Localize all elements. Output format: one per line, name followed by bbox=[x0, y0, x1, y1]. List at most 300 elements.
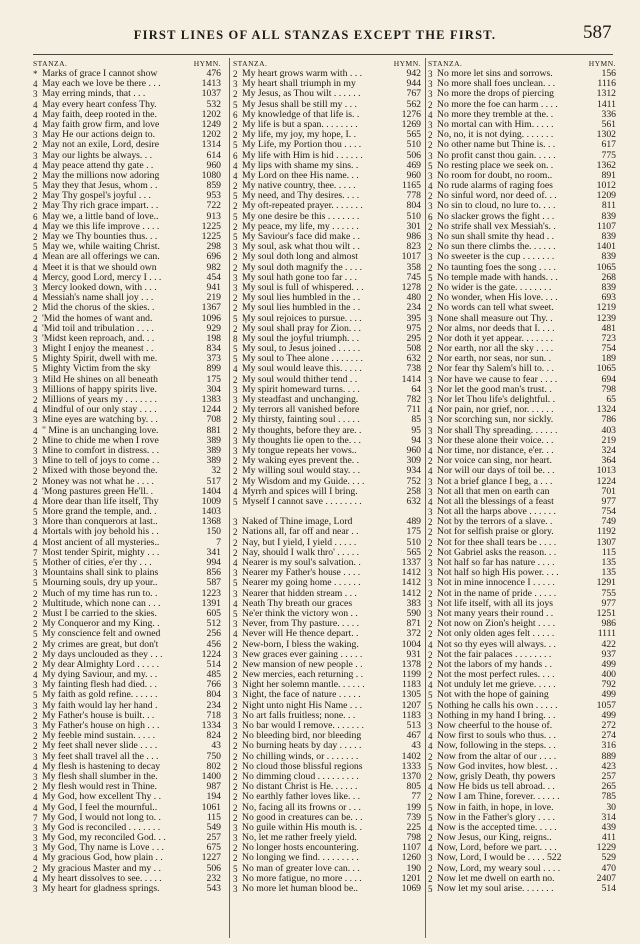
stanza-number: 4 bbox=[33, 221, 38, 232]
stanza-number: 3 bbox=[428, 435, 433, 446]
stanza-number: 3 bbox=[428, 486, 433, 497]
hymn-number: 1337 bbox=[401, 557, 421, 568]
first-line: My oft-repeated prayer. . . . . . . bbox=[242, 201, 363, 212]
first-line: May Thy gospel's joyful . . . bbox=[42, 191, 151, 202]
first-line: May our lights be always. . . bbox=[42, 150, 153, 161]
first-line: Mine to tell of joys to come . . bbox=[42, 456, 160, 467]
stanza-number: 4 bbox=[33, 272, 38, 283]
hymn-number: 543 bbox=[206, 883, 221, 894]
stanza-number: 4 bbox=[233, 170, 238, 181]
hymn-number: 1251 bbox=[596, 607, 616, 619]
first-line: My faith would lay her hand . bbox=[42, 700, 158, 711]
hymn-number: 701 bbox=[601, 485, 616, 497]
first-line: My Conqueror and my King. . bbox=[42, 619, 160, 630]
stanza-number: 3 bbox=[33, 517, 38, 528]
stanza-label: STANZA. bbox=[33, 59, 68, 68]
index-entry bbox=[428, 252, 616, 262]
first-line: My soul lies humbled in the . . bbox=[242, 303, 361, 314]
index-entry bbox=[428, 293, 616, 303]
index-entry bbox=[233, 181, 421, 191]
index-entry bbox=[33, 120, 221, 130]
hymn-number: 256 bbox=[206, 628, 221, 640]
first-line: Not many years their round . . bbox=[437, 608, 554, 619]
stanza-number: 5 bbox=[33, 558, 38, 568]
hymn-number: 834 bbox=[206, 343, 221, 355]
hymn-number: 499 bbox=[601, 658, 616, 670]
stanza-number: 3 bbox=[33, 282, 38, 293]
hymn-number: 1201 bbox=[401, 872, 421, 884]
first-line: Night unto night His Name . . . bbox=[242, 700, 363, 711]
index-entry bbox=[428, 415, 616, 425]
index-entry bbox=[233, 690, 421, 700]
hymn-number: 1278 bbox=[401, 281, 421, 293]
hymn-number: 225 bbox=[406, 821, 421, 833]
index-entry bbox=[428, 212, 616, 222]
first-line: No strife shall vex Messiah's. . bbox=[437, 221, 556, 232]
hymn-number: 1224 bbox=[201, 648, 221, 660]
stanza-number: 4 bbox=[428, 680, 433, 691]
hymn-number: 454 bbox=[206, 271, 221, 283]
stanza-number: 5 bbox=[33, 242, 38, 253]
hymn-number: 859 bbox=[206, 180, 221, 192]
index-entry bbox=[428, 803, 616, 813]
index-entry bbox=[428, 578, 616, 588]
index-entry bbox=[428, 334, 616, 344]
first-line: My God is reconciled . . . . . . . bbox=[42, 822, 161, 833]
index-entry bbox=[233, 721, 421, 731]
hymn-number: 1383 bbox=[201, 394, 221, 405]
index-entry bbox=[33, 273, 221, 283]
hymn-number: 711 bbox=[406, 404, 421, 416]
hymn-number: 839 bbox=[601, 210, 616, 222]
hymn-number: 489 bbox=[406, 516, 421, 528]
first-line: Ne'er think the victory won . . bbox=[242, 608, 358, 619]
hymn-number: 423 bbox=[601, 760, 616, 772]
index-entry bbox=[428, 853, 616, 863]
index-entry bbox=[33, 568, 221, 578]
index-entry bbox=[428, 263, 616, 273]
hymn-number: 745 bbox=[406, 271, 421, 283]
hymn-number: 899 bbox=[206, 363, 221, 375]
stanza-number: 2 bbox=[428, 99, 433, 110]
first-line: Neath Thy breath our graces bbox=[242, 598, 353, 609]
stanza-number: 3 bbox=[33, 751, 38, 762]
index-entry bbox=[33, 538, 221, 548]
hymn-number: 1312 bbox=[596, 88, 616, 100]
index-entry bbox=[428, 843, 616, 853]
hymn-number: 811 bbox=[601, 200, 616, 212]
hymn-number: 1305 bbox=[401, 689, 421, 701]
stanza-number: 2 bbox=[428, 873, 433, 884]
stanza-number: 2 bbox=[428, 771, 433, 782]
stanza-number: 4 bbox=[33, 119, 38, 130]
first-line: May each we love be there . . . bbox=[42, 79, 161, 90]
hymn-number: 937 bbox=[601, 648, 616, 660]
stanza-number: 4 bbox=[33, 527, 38, 538]
first-line: My God, how excellent Thy . . bbox=[42, 792, 162, 803]
hymn-number: 1107 bbox=[596, 220, 616, 232]
index-entry bbox=[33, 548, 221, 558]
hymn-number: 792 bbox=[601, 679, 616, 691]
header-rule bbox=[33, 54, 613, 55]
stanza-number: 2 bbox=[428, 303, 433, 314]
first-line: Now, Lord, my weary soul . . . . bbox=[437, 863, 561, 874]
first-line: Not for selfish praise or glory. bbox=[437, 527, 554, 538]
hymn-number: 786 bbox=[601, 414, 616, 426]
hymn-number: 64 bbox=[411, 383, 421, 395]
stanza-number: 2 bbox=[233, 293, 238, 304]
first-line: Marks of grace I cannot show bbox=[42, 69, 158, 79]
first-line: No more let human blood be.. bbox=[242, 884, 358, 894]
hymn-number: 400 bbox=[601, 669, 616, 681]
hymn-number: 1225 bbox=[201, 231, 221, 242]
first-line: Nor time, nor distance, e'er. . . bbox=[437, 445, 554, 456]
stanza-number: 3 bbox=[33, 700, 38, 711]
index-entry bbox=[428, 741, 616, 751]
first-line: Night, the face of nature . . . . . bbox=[242, 690, 361, 701]
hymn-number: 341 bbox=[206, 546, 221, 558]
index-entry bbox=[233, 487, 421, 497]
stanza-number: 4 bbox=[33, 323, 38, 334]
hymn-number: 1207 bbox=[401, 699, 421, 711]
hymn-number: 1183 bbox=[401, 709, 421, 721]
first-line: Mighty Victim from the sky bbox=[42, 364, 151, 375]
first-line: No sun shall smite thy head . . bbox=[437, 232, 555, 242]
index-entry bbox=[33, 324, 221, 334]
index-entry bbox=[428, 232, 616, 242]
index-entry bbox=[233, 191, 421, 201]
index-entry bbox=[233, 538, 421, 548]
stanza-number: 2 bbox=[233, 262, 238, 273]
index-entry bbox=[33, 609, 221, 619]
index-entry bbox=[428, 426, 616, 436]
stanza-number: 8 bbox=[233, 333, 238, 344]
stanza-number: 5 bbox=[428, 690, 433, 701]
index-entry bbox=[233, 884, 421, 894]
hymn-number: 839 bbox=[601, 281, 616, 293]
stanza-number: 2 bbox=[233, 476, 238, 487]
hymn-number: 324 bbox=[601, 444, 616, 456]
hymn-number: 562 bbox=[406, 98, 421, 110]
hymn-number: 754 bbox=[601, 343, 616, 355]
first-line: No burning heats by day . . . . . bbox=[242, 741, 362, 752]
index-entry bbox=[33, 680, 221, 690]
index-entry bbox=[428, 823, 616, 833]
column-divider bbox=[425, 58, 426, 938]
hymn-number: 514 bbox=[601, 883, 616, 894]
index-entry bbox=[33, 792, 221, 802]
hymn-number: 823 bbox=[406, 241, 421, 253]
first-line: No, no, it is not dying. . . . . . . bbox=[437, 130, 554, 141]
first-line: Now let me dwell on earth no. bbox=[437, 873, 555, 884]
index-entry bbox=[428, 242, 616, 252]
stanza-number: 2 bbox=[33, 303, 38, 314]
first-line: Not so thy eyes will always. . . bbox=[437, 639, 556, 650]
page-heading: FIRST LINES OF ALL STANZAS EXCEPT THE FIRST. bbox=[133, 28, 497, 42]
index-entry bbox=[33, 354, 221, 364]
first-line: Mine to comfort in distress. . . bbox=[42, 445, 160, 456]
hymn-number: 766 bbox=[206, 679, 221, 691]
hymn-number: 1402 bbox=[401, 750, 421, 762]
hymn-number: 1324 bbox=[596, 404, 616, 416]
hymn-number: 389 bbox=[206, 444, 221, 456]
first-line: My soul, ask what thou wilt . . bbox=[242, 242, 360, 253]
index-entry bbox=[428, 589, 616, 599]
hymn-number: 336 bbox=[601, 108, 616, 120]
stanza-number: 3 bbox=[233, 588, 238, 599]
index-entry bbox=[233, 792, 421, 802]
index-entry bbox=[428, 120, 616, 130]
stanza-number: 2 bbox=[233, 537, 238, 548]
first-line: Nearer my Father's house . . . . bbox=[242, 568, 361, 579]
first-line: My soul doth long and almost bbox=[242, 252, 358, 263]
index-entry bbox=[33, 466, 221, 476]
first-line: No wider is the gate. . . . . . . . bbox=[437, 282, 552, 293]
stanza-number: 5 bbox=[33, 364, 38, 375]
first-line: Mixed with those beyond the. bbox=[42, 466, 158, 477]
index-entry bbox=[233, 242, 421, 252]
stanza-number: 3 bbox=[33, 822, 38, 833]
stanza-number: 2 bbox=[428, 344, 433, 355]
index-entry bbox=[428, 558, 616, 568]
index-entry bbox=[33, 89, 221, 99]
index-entry bbox=[233, 69, 421, 79]
stanza-number: 3 bbox=[233, 721, 238, 731]
index-entry bbox=[33, 782, 221, 792]
index-entry bbox=[428, 89, 616, 99]
first-line: Nay, but I yield, I yield . . . . . bbox=[242, 537, 357, 548]
index-entry bbox=[233, 599, 421, 609]
index-entry bbox=[428, 344, 616, 354]
stanza-number: 4 bbox=[233, 629, 238, 640]
stanza-number: 2 bbox=[33, 731, 38, 742]
stanza-number: 3 bbox=[33, 89, 38, 100]
hymn-number: 941 bbox=[206, 281, 221, 293]
index-entry bbox=[33, 517, 221, 527]
index-entry bbox=[233, 558, 421, 568]
stanza-number: 3 bbox=[233, 884, 238, 894]
stanza-number: 2 bbox=[233, 221, 238, 232]
stanza-number: 6 bbox=[233, 150, 238, 161]
stanza-number: 4 bbox=[33, 670, 38, 681]
stanza-number: 2 bbox=[428, 588, 433, 599]
hymn-number: 1391 bbox=[201, 597, 221, 609]
first-line: My flesh is hastening to decay bbox=[42, 761, 161, 772]
first-line: No chilling winds, or . . . . . . . bbox=[242, 751, 359, 762]
index-entry bbox=[233, 415, 421, 425]
hymn-number: 43 bbox=[211, 740, 221, 752]
first-line: Not half so high His power. . . . bbox=[437, 568, 559, 579]
stanza-number: 2 bbox=[233, 181, 238, 192]
first-line: May we Thy bounties thus. . . bbox=[42, 232, 158, 242]
stanza-number: 2 bbox=[428, 619, 433, 630]
index-entry bbox=[233, 222, 421, 232]
hymn-number: 358 bbox=[406, 261, 421, 273]
stanza-number: 2 bbox=[233, 69, 238, 79]
index-entry bbox=[33, 823, 221, 833]
stanza-number: 5 bbox=[233, 140, 238, 151]
stanza-number: 3 bbox=[233, 710, 238, 721]
stanza-number: 2 bbox=[233, 843, 238, 854]
stanza-number: 3 bbox=[33, 130, 38, 141]
first-line: My soul hath gone too far . . . bbox=[242, 272, 357, 283]
stanza-number: 7 bbox=[33, 812, 38, 823]
index-entry bbox=[428, 874, 616, 884]
stanza-number: 3 bbox=[33, 374, 38, 385]
hymn-number: 316 bbox=[601, 740, 616, 752]
first-line: Multitude, which none can . . . bbox=[42, 598, 161, 609]
index-entry bbox=[233, 517, 421, 527]
stanza-number: 2 bbox=[233, 415, 238, 426]
stanza-number: 2 bbox=[428, 333, 433, 344]
first-line: No sin to cloud, no lure to. . . . bbox=[437, 201, 556, 212]
index-entry bbox=[428, 405, 616, 415]
hymn-number: 1291 bbox=[596, 577, 616, 589]
index-entry bbox=[33, 436, 221, 446]
stanza-number: 3 bbox=[428, 578, 433, 589]
first-line: Not by the terrors of a slave. . bbox=[437, 517, 553, 528]
stanza-number: 5 bbox=[428, 272, 433, 283]
stanza-number: 2 bbox=[233, 303, 238, 314]
hymn-number: 517 bbox=[206, 475, 221, 487]
index-entry bbox=[233, 752, 421, 762]
first-line: Nor fear thy Salem's hill to. . . bbox=[437, 364, 554, 375]
hymn-number: 708 bbox=[206, 414, 221, 426]
first-line: Not in the name of pride . . . . . bbox=[437, 588, 557, 599]
index-entry bbox=[428, 619, 616, 629]
stanza-number: 2 bbox=[428, 670, 433, 681]
stanza-number: 2 bbox=[233, 761, 238, 772]
hymn-number: 549 bbox=[206, 821, 221, 833]
first-line: No distant Christ is He. . . . . . bbox=[242, 782, 358, 793]
first-line: Mean are all offerings we can. bbox=[42, 252, 160, 263]
first-line: My flesh would rest in Thine. bbox=[42, 782, 157, 793]
stanza-number: 3 bbox=[33, 721, 38, 731]
stanza-number: 5 bbox=[428, 160, 433, 171]
hymn-number: 1111 bbox=[597, 628, 616, 640]
hymn-number: 395 bbox=[406, 312, 421, 324]
stanza-number: 4 bbox=[233, 160, 238, 171]
stanza-number: 3 bbox=[428, 568, 433, 579]
first-line: No room for doubt, no room.. bbox=[437, 170, 553, 181]
stanza-number: 2 bbox=[428, 659, 433, 670]
stanza-number: 4 bbox=[33, 792, 38, 803]
index-entry bbox=[33, 314, 221, 324]
stanza-number: 5 bbox=[233, 354, 238, 365]
first-line: No, facing all its frowns or . . . bbox=[242, 802, 361, 813]
first-line: Not the labors of my hands . . bbox=[437, 659, 552, 670]
index-entry bbox=[428, 527, 616, 537]
stanza-number: 2 bbox=[33, 598, 38, 609]
hymn-number: 1370 bbox=[401, 770, 421, 782]
index-entry bbox=[33, 100, 221, 110]
index-entry bbox=[428, 497, 616, 507]
hymn-number: 43 bbox=[411, 740, 421, 752]
first-line: Not life itself, with all its joys bbox=[437, 598, 553, 609]
index-entry bbox=[428, 731, 616, 741]
hymn-number: 775 bbox=[601, 149, 616, 161]
first-line: No mortal can with Him. . . . . bbox=[437, 119, 554, 130]
stanza-number: 5 bbox=[33, 629, 38, 640]
stanza-number: 4 bbox=[33, 496, 38, 507]
stanza-number: 2 bbox=[233, 201, 238, 212]
hymn-number: 977 bbox=[601, 597, 616, 609]
stanza-number: 5 bbox=[428, 700, 433, 711]
hymn-number: 1065 bbox=[596, 261, 616, 273]
hymn-number: 994 bbox=[206, 557, 221, 568]
stanza-number: 4 bbox=[33, 761, 38, 772]
hymn-number: 824 bbox=[206, 730, 221, 742]
stanza-number: 5 bbox=[233, 863, 238, 874]
index-entry bbox=[428, 181, 616, 191]
stanza-number: 2 bbox=[428, 863, 433, 874]
first-line: My need, and Thy desires. . . . bbox=[242, 191, 360, 202]
first-line: Now is the accepted time. . . . . bbox=[437, 822, 557, 833]
index-entry bbox=[233, 426, 421, 436]
stanza-number: 2 bbox=[233, 639, 238, 650]
hymn-number: 986 bbox=[406, 231, 421, 242]
index-entry bbox=[33, 446, 221, 456]
stanza-number: 3 bbox=[233, 619, 238, 630]
stanza-number: 3 bbox=[428, 608, 433, 619]
stanza-number: 2 bbox=[233, 527, 238, 538]
index-entry bbox=[33, 293, 221, 303]
first-line: Nearer is my soul's salvation. . bbox=[242, 558, 361, 568]
stanza-number: 4 bbox=[428, 405, 433, 416]
hymn-number: 506 bbox=[406, 149, 421, 161]
index-entry bbox=[33, 803, 221, 813]
hymn-number: 1260 bbox=[401, 852, 421, 864]
stanza-number: 2 bbox=[233, 659, 238, 670]
index-entry bbox=[428, 466, 616, 476]
stanza-number: 4 bbox=[33, 109, 38, 120]
stanza-number: 4 bbox=[428, 731, 433, 742]
first-line: May faith, deep rooted in the. bbox=[42, 109, 157, 120]
hymn-number: 219 bbox=[601, 434, 616, 446]
stanza-number: 3 bbox=[233, 690, 238, 701]
first-line: 'Mid toil and tribulation . . . . bbox=[42, 323, 154, 334]
index-entry bbox=[33, 772, 221, 782]
first-line: May Thy rich grace impart. . . bbox=[42, 201, 159, 212]
stanza-number: 2 bbox=[33, 863, 38, 874]
index-entry bbox=[428, 813, 616, 823]
index-entry bbox=[233, 171, 421, 181]
stanza-number: 3 bbox=[233, 79, 238, 90]
first-line: My feet shall never slide . . . . bbox=[42, 741, 158, 752]
index-entry bbox=[428, 680, 616, 690]
hymn-number: 1249 bbox=[201, 118, 221, 130]
index-entry bbox=[33, 212, 221, 222]
index-entry bbox=[233, 833, 421, 843]
hymn-number: 871 bbox=[406, 618, 421, 630]
index-entry bbox=[233, 711, 421, 721]
hymn-number: 95 bbox=[411, 424, 421, 436]
hymn-number: 944 bbox=[406, 78, 421, 90]
index-entry bbox=[33, 650, 221, 660]
stanza-number: 2 bbox=[428, 537, 433, 548]
index-entry bbox=[33, 578, 221, 588]
hymn-number: 257 bbox=[206, 832, 221, 844]
stanza-number: 3 bbox=[428, 69, 433, 79]
stanza-number: 5 bbox=[33, 354, 38, 365]
column-header bbox=[33, 59, 221, 69]
hymn-label: HYMN. bbox=[588, 59, 616, 68]
stanza-number: 2 bbox=[33, 639, 38, 650]
first-line: My dear Almighty Lord . . . . . bbox=[42, 659, 160, 670]
hymn-number: 1202 bbox=[201, 108, 221, 120]
index-entry bbox=[33, 283, 221, 293]
first-line: Nor earth, nor all the sky . . . . bbox=[437, 344, 554, 355]
